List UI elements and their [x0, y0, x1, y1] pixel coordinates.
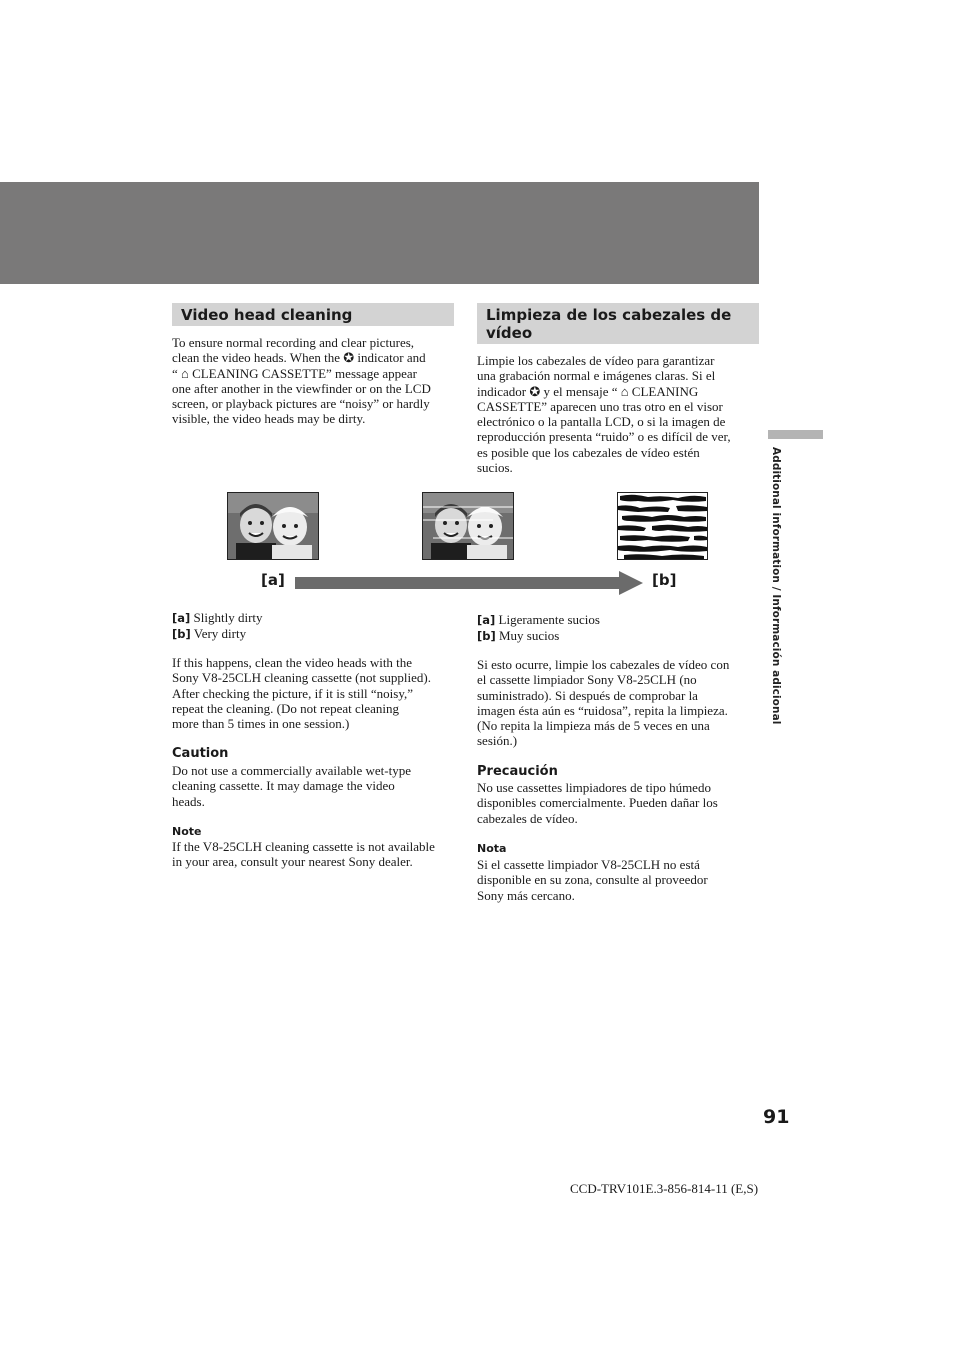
note-english: If the V8-25CLH cleaning cassette is not available in your area, consult your nearest Sony dealer. — [172, 839, 435, 870]
header-banner — [0, 182, 759, 284]
section-tab-marker — [768, 430, 823, 439]
very-noisy-photo — [617, 492, 708, 560]
note-spanish: Si el cassette limpiador V8-25CLH no está disponible en su zona, consulte al proveedor Sony más cercano. — [477, 857, 708, 903]
diagram-label-b: [b] — [652, 571, 677, 589]
progression-arrow — [295, 571, 643, 595]
intro-english: To ensure normal recording and clear pictures, clean the video heads. When the ✪ indicator and “ ⌂ CLEANING CASSETTE” message appear one after another in the viewfinder or on the LCD screen, or playback pictures are “noisy” or hardly visible, the video heads may be dirty. — [172, 335, 431, 427]
page-number: 91 — [763, 1106, 790, 1128]
instructions-spanish: Si esto ocurre, limpie los cabezales de vídeo con el cassette limpiador Sony V8-25CLH (no suministrado). Si después de comprobar la imagen ésta aún es “ruidosa”, repita la limpieza. (No repita la limpieza más de 5 veces en una sesión.) — [477, 657, 730, 749]
heading-english: Video head cleaning — [172, 303, 454, 326]
diagram-label-a: [a] — [261, 571, 285, 589]
heading-spanish: Limpieza de los cabezales de vídeo — [477, 303, 759, 344]
children-photo-icon — [423, 493, 513, 559]
slightly-noisy-photo — [422, 492, 514, 560]
clear-picture-photo — [227, 492, 319, 560]
caution-heading-spanish: Precaución — [477, 764, 558, 779]
right-arrow-icon — [295, 571, 643, 595]
legend-english: [a] Slightly dirty [b] Very dirty — [172, 610, 263, 642]
caution-heading-english: Caution — [172, 746, 229, 761]
instructions-english: If this happens, clean the video heads with the Sony V8-25CLH cleaning cassette (not supplied). After checking the picture, if it is still “noisy,” repeat the cleaning. (Do not repeat cleaning more than 5 times in one session.) — [172, 655, 431, 732]
caution-spanish: No use cassettes limpiadores de tipo húmedo disponibles comercialmente. Pueden dañar los cabezales de vídeo. — [477, 780, 718, 826]
model-code: CCD-TRV101E.3-856-814-11 (E,S) — [570, 1181, 759, 1196]
children-photo-icon — [228, 493, 318, 559]
intro-spanish: Limpie los cabezales de vídeo para garantizar una grabación normal e imágenes claras. Si el indicador ✪ y el mensaje “ ⌂ CLEANING CASSETTE” aparecen uno tras otro en el visor electrónico o la pantalla LCD, o si la imagen de reproducción presenta “ruido” o es difícil de ver, es posible que los cabezales de vídeo estén sucios. — [477, 353, 731, 476]
section-side-label: Additional information / Información adicional — [770, 447, 782, 725]
note-heading-english: Note — [172, 825, 202, 838]
caution-english: Do not use a commercially available wet-type cleaning cassette. It may damage the video heads. — [172, 763, 411, 809]
legend-spanish: [a] Ligeramente sucios [b] Muy sucios — [477, 612, 600, 644]
note-heading-spanish: Nota — [477, 842, 507, 855]
noise-pattern-icon — [618, 493, 707, 559]
